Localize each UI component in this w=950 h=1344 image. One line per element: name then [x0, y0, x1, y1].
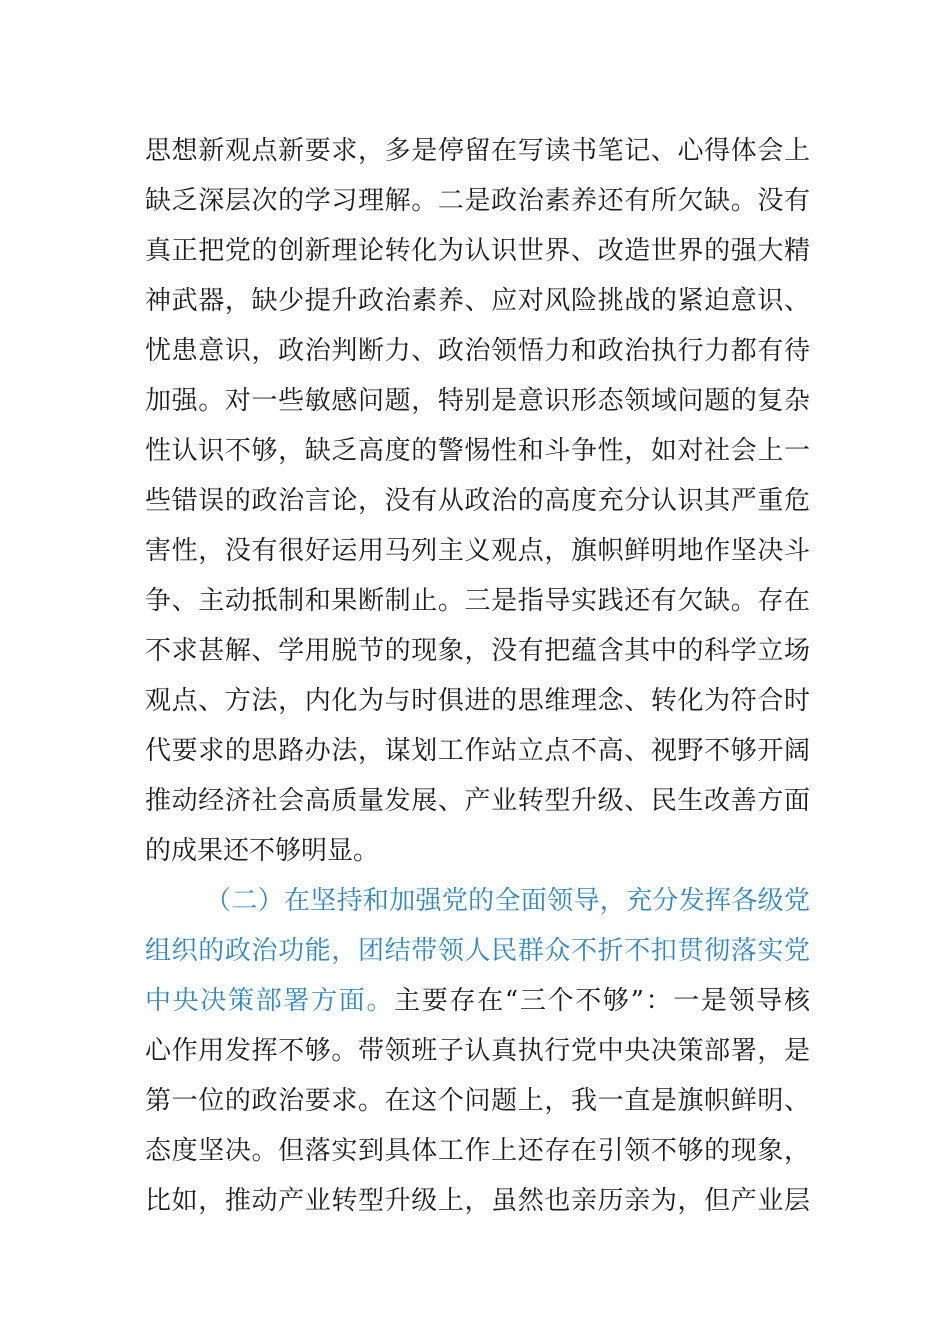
- text-line: 神武器，缺少提升政治素养、应对风险挑战的紧迫意识、: [145, 286, 810, 316]
- text-line: 的成果还不够明显。: [145, 836, 380, 866]
- text-line: 第一位的政治要求。在这个问题上，我一直是旗帜鲜明、: [145, 1086, 810, 1116]
- section-heading-line-mixed: [145, 976, 810, 1026]
- section-heading-highlight: 中央决策部署方面。: [145, 986, 395, 1016]
- section-heading-line: 组织的政治功能，团结带领人民群众不折不扣贯彻落实党: [145, 936, 810, 966]
- text-line: 缺乏深层次的学习理解。二是政治素养还有所欠缺。没有: [145, 186, 810, 216]
- text-line: 不求甚解、学用脱节的现象，没有把蕴含其中的科学立场: [145, 636, 810, 666]
- text-line: 忧患意识，政治判断力、政治领悟力和政治执行力都有待: [145, 336, 810, 366]
- text-line: 比如，推动产业转型升级上，虽然也亲历亲为，但产业层: [145, 1186, 810, 1216]
- text-line: 代要求的思路办法，谋划工作站立点不高、视野不够开阔: [145, 736, 810, 766]
- body-text: [145, 126, 810, 1226]
- section-intro-text: 主要存在“三个不够”：一是领导核: [394, 986, 810, 1016]
- text-line: 观点、方法，内化为与时俱进的思维理念、转化为符合时: [145, 686, 810, 716]
- text-line: 害性，没有很好运用马列主义观点，旗帜鲜明地作坚决斗: [145, 536, 810, 566]
- text-line: 真正把党的创新理论转化为认识世界、改造世界的强大精: [145, 236, 810, 266]
- section-heading-line: （二）在坚持和加强党的全面领导，充分发挥各级党: [205, 886, 810, 916]
- text-line: 加强。对一些敏感问题，特别是意识形态领域问题的复杂: [145, 386, 810, 416]
- text-line: 态度坚决。但落实到具体工作上还存在引领不够的现象，: [145, 1136, 810, 1166]
- text-line: 些错误的政治言论，没有从政治的高度充分认识其严重危: [145, 486, 810, 516]
- text-line: 思想新观点新要求，多是停留在写读书笔记、心得体会上: [145, 136, 810, 166]
- text-line: 推动经济社会高质量发展、产业转型升级、民生改善方面: [145, 786, 810, 816]
- text-line: 性认识不够，缺乏高度的警惕性和斗争性，如对社会上一: [145, 436, 810, 466]
- text-line: 争、主动抵制和果断制止。三是指导实践还有欠缺。存在: [145, 586, 810, 616]
- text-line: 心作用发挥不够。带领班子认真执行党中央决策部署，是: [145, 1036, 810, 1066]
